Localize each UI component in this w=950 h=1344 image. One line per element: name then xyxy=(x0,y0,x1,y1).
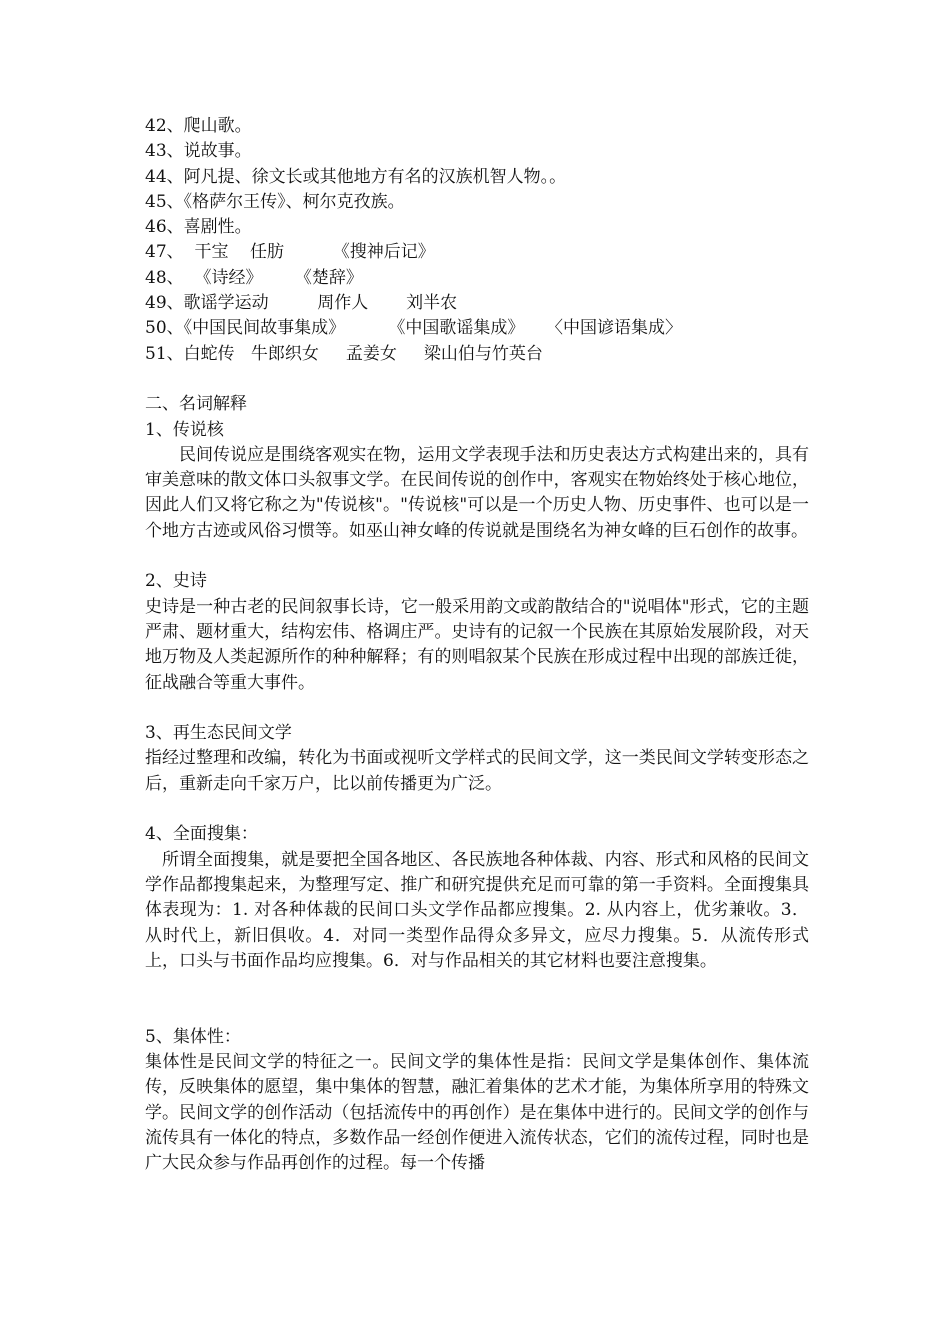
term-body: 民间传说应是围绕客观实在物，运用文学表现手法和历史表达方式构建出来的，具有审美意味的散文体口头叙事文学。在民间传说的创作中，客观实在物始终处于核心地位，因此人们又将它称之为"传说核"。"传说核"可以是一个历史人物、历史事件、也可以是一个地方古迹或风俗习惯等。如巫山神女峰的传说就是围绕名为神女峰的巨石创作的故事。 xyxy=(145,444,809,541)
answer-item: 51、白蛇传 牛郎织女 孟姜女 梁山伯与竹英台 xyxy=(145,343,543,364)
section-title: 二、名词解释 xyxy=(145,394,247,415)
term-body: 史诗是一种古老的民间叙事长诗，它一般采用韵文或韵散结合的"说唱体"形式，它的主题严肃、题材重大，结构宏伟、格调庄严。史诗有的记叙一个民族在其原始发展阶段，对天地万物及人类起源所作的种种解释；有的则唱叙某个民族在形成过程中出现的部族迁徙，征战融合等重大事件。 xyxy=(145,596,809,693)
answer-item: 45、《格萨尔王传》、柯尔克孜族。 xyxy=(145,191,405,212)
term-title: 1、传说核 xyxy=(145,419,224,440)
answer-item: 44、阿凡提、徐文长或其他地方有名的汉族机智人物。。 xyxy=(145,166,567,187)
document-page xyxy=(145,114,809,1176)
term-definition xyxy=(145,418,809,544)
term-body: 所谓全面搜集，就是要把全国各地区、各民族地各种体裁、内容、形式和风格的民间文学作品都搜集起来，为整理写定、推广和研究提供充足而可靠的第一手资料。全面搜集具体表现为：1. 对各种体裁的民间口头文学作品都应搜集。2. 从内容上，优劣兼收。3．从时代上，新旧俱收。4．对同一类型作品得众多异文，应尽力搜集。5．从流传形式上，口头与书面作品均应搜集。6．对与作品相关的其它材料也要注意搜集。 xyxy=(145,849,809,971)
answer-item: 47、 干宝 任肪 《搜神后记》 xyxy=(145,242,435,263)
term-body: 集体性是民间文学的特征之一。民间文学的集体性是指：民间文学是集体创作、集体流传，反映集体的愿望，集中集体的智慧，融汇着集体的艺术才能，为集体所享用的特殊文学。民间文学的创作活动（包括流传中的再创作）是在集体中进行的。民间文学的创作与流传具有一体化的特点，多数作品一经创作便进入流传状态，它们的流传过程，同时也是广大民众参与作品再创作的过程。每一个传播 xyxy=(145,1051,809,1174)
term-title: 5、集体性： xyxy=(145,1026,241,1047)
term-body: 指经过整理和改编，转化为书面或视听文学样式的民间文学，这一类民间文学转变形态之后，重新走向千家万户，比以前传播更为广泛。 xyxy=(145,748,809,794)
answer-item: 49、歌谣学运动 周作人 刘半农 xyxy=(145,293,458,314)
term-title: 4、全面搜集： xyxy=(145,824,258,845)
term-definition xyxy=(145,721,809,797)
answer-item: 46、喜剧性。 xyxy=(145,217,252,238)
answer-list xyxy=(145,114,809,367)
answer-item: 43、说故事。 xyxy=(145,141,252,162)
spacer xyxy=(145,367,809,392)
term-title: 2、史诗 xyxy=(145,571,207,592)
answer-item: 48、 《诗经》 《楚辞》 xyxy=(145,267,363,288)
answer-item: 50、《中国民间故事集成》 《中国歌谣集成》 〈中国谚语集成〉 xyxy=(145,318,682,339)
spacer xyxy=(145,544,809,569)
spacer xyxy=(145,797,809,822)
term-title: 3、再生态民间文学 xyxy=(145,723,292,744)
answer-item: 42、爬山歌。 xyxy=(145,116,252,136)
term-definition xyxy=(145,569,809,695)
spacer xyxy=(145,696,809,721)
spacer xyxy=(145,974,809,1025)
term-definition xyxy=(145,822,809,974)
term-definition xyxy=(145,1025,809,1177)
